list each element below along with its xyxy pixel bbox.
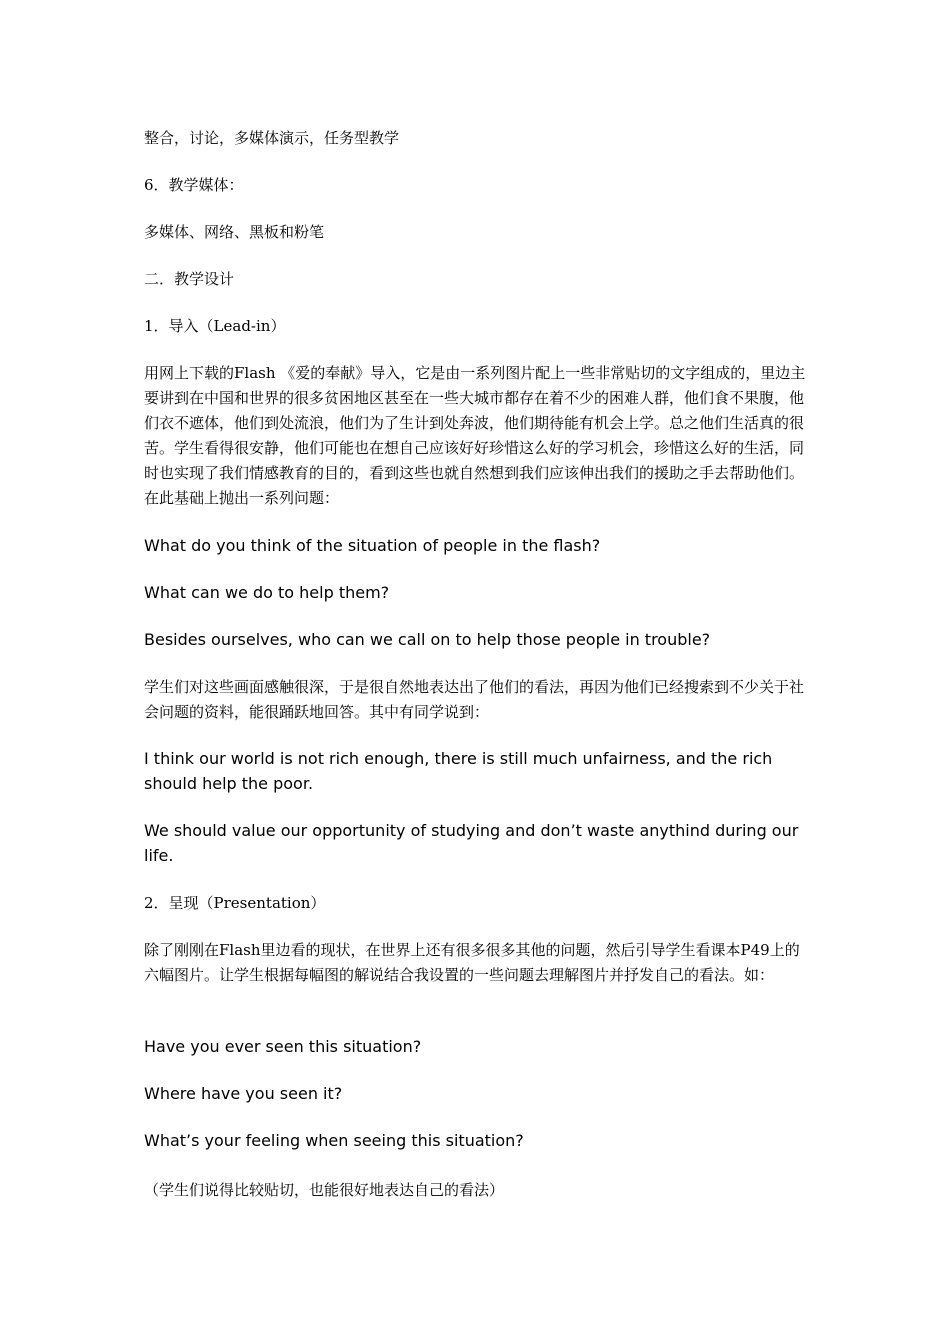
teaching-media-text: 多媒体、网络、黑板和粉笔 bbox=[144, 223, 325, 241]
presentation-paragraph: 除了刚刚在Flash里边看的现状，在世界上还有很多很多其他的问题，然后引导学生看课本P49上的六幅图片。让学生根据每幅图的解说结合我设置的一些问题去理解图片并抒发自己的看法。如： bbox=[144, 941, 800, 984]
teaching-design-heading: 二．教学设计 bbox=[144, 270, 235, 288]
student-quote-1: I think our world is not rich enough, there is still much unfairness, and the rich should help the poor. bbox=[144, 749, 773, 793]
student-response-paragraph: 学生们对这些画面感触很深，于是很自然地表达出了他们的看法，再因为他们已经搜索到不少关于社会问题的资料，能很踊跃地回答。其中有同学说到： bbox=[144, 678, 805, 721]
question-ever-seen: Have you ever seen this situation? bbox=[144, 1037, 422, 1056]
teaching-methods-text: 整合，讨论，多媒体演示，任务型教学 bbox=[144, 129, 400, 147]
student-quote-2: We should value our opportunity of studying and don’t waste anythind during our life. bbox=[144, 821, 799, 865]
teaching-media-heading: 6．教学媒体： bbox=[144, 176, 244, 194]
student-comment: （学生们说得比较贴切，也能很好地表达自己的看法） bbox=[144, 1181, 505, 1199]
question-situation: What do you think of the situation of people in the flash? bbox=[144, 536, 601, 555]
question-where-seen: Where have you seen it? bbox=[144, 1084, 343, 1103]
lead-in-paragraph: 用网上下载的Flash 《爱的奉献》导入，它是由一系列图片配上一些非常贴切的文字组成的，里边主要讲到在中国和世界的很多贫困地区甚至在一些大城市都存在着不少的困难人群，他们食不果腹，他们衣不遮体，他们到处流浪，他们为了生计到处奔波，他们期待能有机会上学。总之他们生活真的很苦。学生看得很安静，他们可能也在想自己应该好好珍惜这么好的学习机会，珍惜这么好的生活，同时也实现了我们情感教育的目的，看到这些也就自然想到我们应该伸出我们的援助之手去帮助他们。在此基础上抛出一系列问题： bbox=[144, 364, 806, 507]
presentation-heading: 2．呈现（Presentation） bbox=[144, 894, 326, 912]
lead-in-heading: 1．导入（Lead-in） bbox=[144, 317, 286, 335]
question-feeling: What’s your feeling when seeing this situation? bbox=[144, 1131, 524, 1150]
question-call-on: Besides ourselves, who can we call on to help those people in trouble? bbox=[144, 630, 711, 649]
question-help: What can we do to help them? bbox=[144, 583, 390, 602]
